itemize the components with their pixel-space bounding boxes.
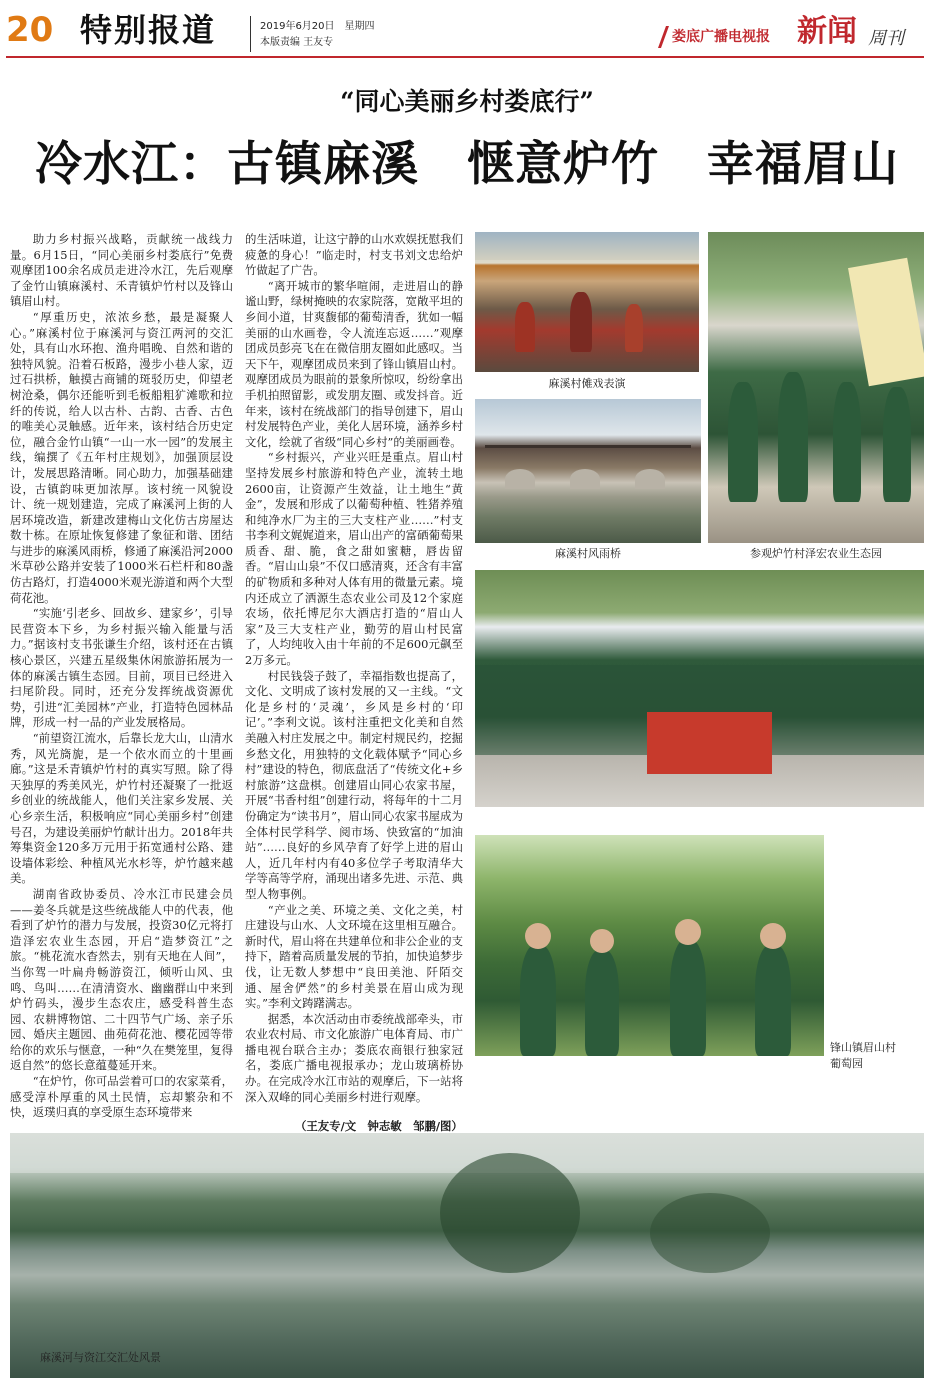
article-headline: 冷水江：古镇麻溪 惬意炉竹 幸福眉山 — [35, 137, 899, 192]
paragraph: 助力乡村振兴战略，贡献统一战线力量。6月15日，“同心美丽乡村娄底行”免费观摩团100余名成员走进冷水江，先后观摩了金竹山镇麻溪村、禾青镇炉竹村以及锋山镇眉山村。 — [10, 232, 233, 309]
section-title: 特别报道 — [80, 11, 217, 49]
caption-ecological-park-tour: 参观炉竹村泽宏农业生态园 — [750, 547, 882, 560]
red-banner — [647, 712, 772, 774]
photo-wind-rain-bridge — [475, 399, 701, 543]
paragraph: “在炉竹，你可品尝着可口的农家菜肴，感受淳朴厚重的风土民情，忘却繁杂和不快，返璞归真的享受原生态环境带来 — [10, 1074, 233, 1120]
caption-river-confluence: 麻溪河与资江交汇处风景 — [40, 1351, 161, 1364]
article-column-2 — [245, 232, 463, 1105]
paragraph: 村民钱袋子鼓了，幸福指数也提高了，文化、文明成了该村发展的又一主线。“文化是乡村的‘灵魂’，乡风是乡村的‘印记’。”李利文说。该村注重把文化美和自然美融入村庄发展之中。制定村规民约，挖掘乡愁文化，用独特的文化载体赋予“同心乡村”建设的特色，彻底盘活了“传统文化+乡村旅游”这盘棋。创建眉山同心农家书屋，开展“书香村组”创建行动，将每年的十二月份确定为“读书月”，眉山同心农家书屋成为全体村民学科学、阅市场、快致富的“加油站”……良好的乡风孕育了好学上进的眉山人，近几年村内有40多位学子考取清华大学等高等学府，涌现出诸多先进、示范、典型人物事例。 — [245, 668, 463, 901]
article-kicker: “同心美丽乡村娄底行” — [340, 87, 594, 116]
paragraph: “产业之美、环境之美、文化之美，村庄建设与山水、人文环境在这里相互融合。新时代，眉山将在共建单位和非公企业的支持下，踏着高质量发展的节拍，加快追梦步伐，让无数人梦想中“良田美池、阡陌交通、屋舍俨然”的乡村美景在眉山成为现实。”李利文踌躇满志。 — [245, 902, 463, 1011]
caption-grape-orchard-line1: 锋山镇眉山村 — [830, 1041, 896, 1054]
caption-nuo-opera: 麻溪村傩戏表演 — [548, 377, 626, 390]
brand-slash-mark — [658, 26, 669, 48]
newspaper-name: 娄底广播电视报 — [672, 29, 770, 45]
header-rule — [6, 56, 924, 58]
article-byline: （王友专/文 钟志敏 邹鹏/图） — [295, 1119, 463, 1133]
paragraph: “实施‘引老乡、回故乡、建家乡’，引导民营资本下乡，为乡村振兴输入能量与活力。”据该村支书张谦生介绍，该村还在古镇核心景区，兴建五星级集休闲旅游拓展为一体的麻溪古镇生态园。目前，项目已经进入扫尾阶段。同时，还充分发挥统战资源优势，引进“汇美园林”产业，打造特色园林品牌，形成一村一品的产业发展格局。 — [10, 606, 233, 730]
caption-wind-rain-bridge: 麻溪村风雨桥 — [555, 547, 621, 560]
header-divider — [250, 16, 251, 52]
paragraph: “乡村振兴，产业兴旺是重点。眉山村坚持发展乡村旅游和特色产业，流转土地2600亩，让资源产生效益，让土地生“黄金”，发展和形成了以葡萄种植、牲猪养殖和纯净水厂为主的三大支柱产业……”村支书李利文娓娓道来，眉山出产的富硒葡萄果质香、甜、脆，食之甜如蜜糖，唇齿留香。“眉山山泉”不仅口感清爽，还含有丰富的矿物质和多种对人体有用的微量元素。境内还成立了洒源生态农业公司及12个家庭农场，依托博尼尔大酒店打造的“眉山人家”及三大支柱产业，勤劳的眉山村民富了，人均纯收入由十年前的不足600元飙至2万多元。 — [245, 450, 463, 668]
photo-ecological-park-tour — [708, 232, 924, 543]
photo-river-confluence — [10, 1133, 924, 1378]
paragraph: 据悉，本次活动由市委统战部牵头，市农业农村局、市文化旅游广电体育局、市广播电视台联合主办；娄底农商银行独家冠名，娄底广播电视报承办；龙山玻璃桥协办。在完成冷水江市站的观摩后，下一站将深入双峰的同心美丽乡村进行观摩。 — [245, 1011, 463, 1104]
brand-news-logo: 新闻 — [797, 14, 857, 49]
article-column-1 — [10, 232, 233, 1121]
brand-weekly-logo: 周刊 — [868, 28, 904, 49]
paragraph: “厚重历史，浓浓乡愁，最是凝聚人心。”麻溪村位于麻溪河与资江两河的交汇处，具有山水环抱、渔舟唱晚、自然和谐的独特风貌。沿着石板路，漫步小巷人家，迈过石拱桥，触摸古商铺的斑驳历史，仰望老树沧桑，偶尔还能听到毛板船粗犷滩歌和拉纤的传说，给人以古朴、古韵、古香、古色的唯美心灵触感。近年来，该村结合历史定位，融合金竹山镇“一山一水一园”的发展主线，编撰了《五年村庄规划》，加强顶层设计，发展思路清晰。同心助力，加强基础建设，古镇韵味更加浓厚。该村统一风貌设计、统一规划建造，完成了麻溪河上街的人居环境改造，新建改建梅山文化仿古房屋达数十栋。在原址恢复修建了象征和谐、团结与进步的麻溪风雨桥，修通了麻溪沿河2000米草砂公路并安装了1000米石栏杆和80盏仿古路灯，打造4000米观光游道和两个大型荷花池。 — [10, 309, 233, 605]
photo-nuo-opera — [475, 232, 699, 372]
paragraph: “离开城市的繁华喧闹，走进眉山的静谧山野，绿树掩映的农家院落，宽敞平坦的乡间小道，甘爽馥郁的葡萄清香，犹如一幅美丽的山水画卷，令人流连忘返……”观摩团成员彭亮飞在在微信朋友圈如此感叹。当天下午，观摩团成员来到了锋山镇眉山村。观摩团成员为眼前的景象所惊叹，纷纷拿出手机拍照留影，或发朋友圈、或发抖音。近年来，该村在统战部门的指导创建下，眉山村发展特色产业，美化人居环境，涵养乡村文化，绘就了省级“同心乡村”的美丽画卷。 — [245, 278, 463, 449]
paragraph: “前望资江流水，后靠长龙大山，山清水秀，风光旖旎，是一个依水而立的十里画廊。”这是禾青镇炉竹村的真实写照。除了得天独厚的秀美风光，炉竹村还凝聚了一批返乡创业的统战能人，他们关注家乡发展、关心乡亲生活，积极响应“同心美丽乡村”创建号召，为建设美丽炉竹献计出力。2018年共筹集资金120多万元用于拓宽通村公路、建设墙体彩绘、种植风光水杉等，炉竹越来越美。 — [10, 731, 233, 886]
photo-grape-orchard — [475, 835, 824, 1056]
page-editor: 本版责编 王友专 — [260, 37, 334, 48]
paragraph: 的生活味道，让这宁静的山水欢娱抚慰我们疲惫的身心！”临走时，村支书刘文忠给炉竹做起了广告。 — [245, 232, 463, 278]
paragraph: 湖南省政协委员、冷水江市民建会员——姜冬兵就是这些统战能人中的代表，他看到了炉竹的潜力与发展，投资30亿元将打造泽宏农业生态园，开启“造梦资江”之旅。“桃花流水杳然去，别有天地在人间”，当你驾一叶扁舟畅游资江，倾听山风、虫鸣、鸟叫……在清清资水、幽幽群山中来到炉竹码头，漫步生态农庄，感受科普生态园、农耕博物馆、二十四节气广场、亲子乐园、婚庆主题园、曲苑荷花池、樱花园等带给你的欢乐与惬意，一种“久在樊笼里，复得返自然”的悠长意蕴蔓延开来。 — [10, 886, 233, 1073]
issue-date: 2019年6月20日 星期四 — [260, 21, 375, 32]
page-number: 20 — [6, 10, 54, 50]
caption-grape-orchard-line2: 葡萄园 — [830, 1057, 863, 1070]
